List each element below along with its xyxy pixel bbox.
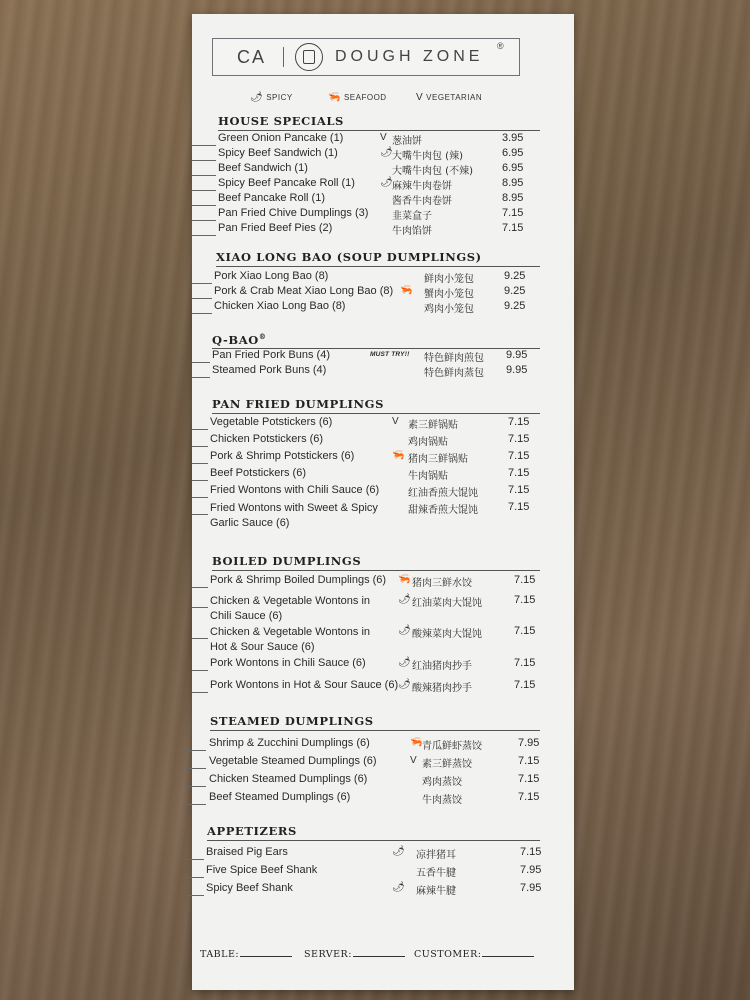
item-chinese-name: 鸡肉锅贴: [408, 437, 448, 448]
item-chinese-name: 红油香煎大馄饨: [408, 488, 478, 499]
quantity-blank[interactable]: [192, 446, 208, 447]
item-price: 8.95: [502, 192, 524, 204]
item-price: 3.95: [502, 132, 524, 144]
quantity-blank[interactable]: [192, 313, 212, 314]
menu-sheet: [192, 14, 574, 990]
item-name: Pan Fried Pork Buns (4): [212, 349, 330, 361]
quantity-blank[interactable]: [192, 587, 208, 588]
quantity-blank[interactable]: [186, 804, 206, 805]
item-name: Vegetable Steamed Dumplings (6): [209, 755, 377, 767]
quantity-blank[interactable]: [184, 877, 204, 878]
quantity-blank[interactable]: [192, 220, 216, 221]
menu-item[interactable]: [192, 285, 574, 300]
item-price: 7.15: [514, 679, 536, 691]
menu-item[interactable]: [192, 416, 574, 431]
item-price: 7.15: [508, 433, 530, 445]
quantity-blank[interactable]: [192, 377, 210, 378]
item-price: 7.15: [518, 773, 540, 785]
item-chinese-name: 特色鲜肉蒸包: [424, 368, 484, 379]
shrimp-icon: 🦐: [392, 450, 405, 461]
menu-item[interactable]: [192, 364, 574, 379]
item-name: Spicy Beef Pancake Roll (1): [218, 177, 355, 189]
chili-icon: 🌶: [380, 177, 393, 188]
server-blank[interactable]: [353, 948, 405, 957]
item-chinese-name: 五香牛腱: [416, 868, 456, 879]
logo-ca-text: CA: [237, 47, 267, 67]
logo-brand-text: DOUGH ZONE: [335, 48, 484, 65]
quantity-blank[interactable]: [184, 859, 204, 860]
item-name: Spicy Beef Shank: [206, 882, 293, 894]
item-name: Pan Fried Chive Dumplings (3): [218, 207, 369, 219]
quantity-blank[interactable]: [186, 786, 206, 787]
item-name: Steamed Pork Buns (4): [212, 364, 327, 376]
item-price: 9.95: [506, 364, 528, 376]
item-name: Braised Pig Ears: [206, 846, 288, 858]
menu-item[interactable]: [192, 574, 574, 589]
chili-icon: 🌶: [250, 92, 264, 103]
item-price: 7.95: [520, 882, 542, 894]
item-chinese-name: 鸡肉蒸饺: [422, 777, 462, 788]
item-chinese-name: 猪肉三鲜水饺: [412, 578, 472, 589]
quantity-blank[interactable]: [192, 190, 216, 191]
item-price: 7.15: [514, 594, 536, 606]
section-title-appetizers: APPETIZERS: [207, 824, 297, 838]
quantity-blank[interactable]: [186, 768, 206, 769]
vegetarian-icon: V: [410, 755, 417, 766]
menu-item[interactable]: [192, 882, 574, 897]
item-name: Pork Xiao Long Bao (8): [214, 270, 329, 282]
item-price: 7.15: [514, 625, 536, 637]
item-chinese-name: 牛肉锅贴: [408, 471, 448, 482]
item-chinese-name: 素三鲜锅贴: [408, 420, 458, 431]
item-chinese-name: 鲜肉小笼包: [424, 274, 474, 285]
item-name: Beef Pancake Roll (1): [218, 192, 325, 204]
item-chinese-name: 牛肉蒸饺: [422, 795, 462, 806]
quantity-blank[interactable]: [192, 362, 210, 363]
section-rule: [216, 266, 540, 267]
quantity-blank[interactable]: [192, 175, 216, 176]
section-title-xlb: XIAO LONG BAO (SOUP DUMPLINGS): [216, 250, 482, 264]
quantity-blank[interactable]: [192, 607, 208, 608]
item-name: Chicken & Vegetable Wontons in Chili Sauce (6): [210, 595, 371, 622]
shrimp-icon: 🦐: [398, 574, 411, 585]
menu-item[interactable]: [192, 147, 574, 162]
menu-item[interactable]: [192, 594, 574, 626]
section-title-house: HOUSE SPECIALS: [218, 114, 344, 128]
item-price: 7.95: [518, 737, 540, 749]
quantity-blank[interactable]: [192, 480, 208, 481]
quantity-blank[interactable]: [192, 145, 216, 146]
item-price: 7.15: [508, 501, 530, 513]
item-name: Chicken & Vegetable Wontons in Hot & Sour Sauce (6): [210, 626, 371, 653]
item-chinese-name: 大嘴牛肉包 (辣): [392, 151, 463, 162]
menu-item[interactable]: [192, 679, 574, 694]
quantity-blank[interactable]: [192, 298, 212, 299]
item-price: 7.15: [508, 450, 530, 462]
seal-icon: [295, 43, 323, 71]
registered-mark: ®: [258, 332, 267, 341]
item-price: 9.25: [504, 300, 526, 312]
quantity-blank[interactable]: [186, 750, 206, 751]
item-price: 7.15: [518, 791, 540, 803]
item-name: Chicken Steamed Dumplings (6): [209, 773, 368, 785]
item-name: Green Onion Pancake (1): [218, 132, 344, 144]
must-try-note: MUST TRY!!: [370, 351, 410, 358]
item-name: Vegetable Potstickers (6): [210, 416, 333, 428]
customer-blank[interactable]: [482, 948, 534, 957]
legend-seafood: 🦐 SEAFOOD: [328, 92, 387, 103]
item-name: Beef Steamed Dumplings (6): [209, 791, 351, 803]
menu-item[interactable]: [192, 349, 574, 364]
item-name: Five Spice Beef Shank: [206, 864, 318, 876]
item-chinese-name: 大嘴牛肉包 (不辣): [392, 166, 473, 177]
section-rule: [207, 840, 540, 841]
quantity-blank[interactable]: [192, 235, 216, 236]
chili-icon: 🌶: [392, 882, 405, 893]
section-rule: [212, 413, 540, 414]
logo-banner: [212, 38, 520, 76]
shrimp-icon: 🦐: [400, 285, 413, 296]
menu-item[interactable]: [192, 625, 574, 657]
item-chinese-name: 素三鲜蒸饺: [422, 759, 472, 770]
item-chinese-name: 红油猪肉抄手: [412, 661, 472, 672]
chili-icon: 🌶: [398, 679, 411, 690]
item-name: Chicken Potstickers (6): [210, 433, 324, 445]
item-name: Beef Sandwich (1): [218, 162, 308, 174]
item-price: 7.15: [502, 207, 524, 219]
item-name: Spicy Beef Sandwich (1): [218, 147, 338, 159]
item-name: Fried Wontons with Chili Sauce (6): [210, 484, 380, 496]
item-chinese-name: 麻辣牛腱: [416, 886, 456, 897]
section-rule: [212, 570, 540, 571]
menu-item[interactable]: [192, 162, 574, 177]
item-name: Pork & Shrimp Potstickers (6): [210, 450, 355, 462]
vegetarian-icon: V: [392, 416, 399, 427]
chili-icon: 🌶: [398, 657, 411, 668]
item-price: 6.95: [502, 147, 524, 159]
vegetarian-icon: V: [416, 92, 424, 103]
item-chinese-name: 蟹肉小笼包: [424, 289, 474, 300]
section-title-qbao: Q-BAO®: [212, 332, 267, 347]
chili-icon: 🌶: [398, 625, 411, 636]
quantity-blank[interactable]: [192, 205, 216, 206]
menu-item[interactable]: [192, 657, 574, 672]
footer-customer: CUSTOMER:: [414, 948, 534, 960]
footer-table: TABLE:: [200, 948, 292, 960]
item-price: 9.25: [504, 270, 526, 282]
menu-item[interactable]: [192, 737, 574, 752]
menu-item[interactable]: [192, 467, 574, 482]
item-price: 7.15: [514, 657, 536, 669]
menu-item[interactable]: [192, 300, 574, 315]
section-title-steamed: STEAMED DUMPLINGS: [210, 714, 374, 728]
item-price: 7.15: [514, 574, 536, 586]
logo-divider: [283, 47, 284, 67]
quantity-blank[interactable]: [184, 895, 204, 896]
item-name: Pork & Crab Meat Xiao Long Bao (8): [214, 285, 394, 297]
menu-item[interactable]: [192, 270, 574, 285]
item-price: 8.95: [502, 177, 524, 189]
chili-icon: 🌶: [392, 846, 405, 857]
item-price: 7.15: [508, 484, 530, 496]
item-chinese-name: 鸡肉小笼包: [424, 304, 474, 315]
item-chinese-name: 牛肉馅饼: [392, 226, 432, 237]
item-price: 7.15: [508, 416, 530, 428]
item-price: 7.95: [520, 864, 542, 876]
quantity-blank[interactable]: [192, 497, 208, 498]
item-name: Chicken Xiao Long Bao (8): [214, 300, 346, 312]
quantity-blank[interactable]: [192, 463, 208, 464]
quantity-blank[interactable]: [192, 638, 208, 639]
menu-item[interactable]: [192, 864, 574, 879]
quantity-blank[interactable]: [192, 283, 212, 284]
quantity-blank[interactable]: [192, 160, 216, 161]
registered-mark: ®: [497, 41, 504, 51]
item-chinese-name: 猪肉三鲜锅贴: [408, 454, 468, 465]
menu-item[interactable]: [192, 207, 574, 222]
item-name: Fried Wontons with Sweet & Spicy Garlic Sauce (6): [210, 502, 378, 529]
menu-item[interactable]: [192, 755, 574, 770]
quantity-blank[interactable]: [192, 692, 208, 693]
item-chinese-name: 酱香牛肉卷饼: [392, 196, 452, 207]
vegetarian-icon: V: [380, 132, 387, 143]
item-chinese-name: 韭菜盒子: [392, 211, 432, 222]
section-title-boiled: BOILED DUMPLINGS: [212, 554, 362, 568]
item-price: 7.15: [502, 222, 524, 234]
legend-vegetarian: V VEGETARIAN: [416, 92, 483, 103]
section-title-panfried: PAN FRIED DUMPLINGS: [212, 397, 384, 411]
menu-item[interactable]: [192, 791, 574, 806]
menu-item[interactable]: [192, 192, 574, 207]
item-chinese-name: 麻辣牛肉卷饼: [392, 181, 452, 192]
quantity-blank[interactable]: [192, 429, 208, 430]
footer-server: SERVER:: [304, 948, 405, 960]
menu-item[interactable]: [192, 450, 574, 465]
shrimp-icon: 🦐: [328, 92, 341, 103]
item-name: Pork & Shrimp Boiled Dumplings (6): [210, 574, 387, 586]
item-chinese-name: 特色鲜肉煎包: [424, 353, 484, 364]
menu-item[interactable]: [192, 484, 574, 499]
item-name: Pan Fried Beef Pies (2): [218, 222, 333, 234]
item-price: 7.15: [520, 846, 542, 858]
item-price: 9.95: [506, 349, 528, 361]
item-chinese-name: 青瓜鲜虾蒸饺: [422, 741, 482, 752]
menu-item[interactable]: [192, 132, 574, 147]
table-blank[interactable]: [240, 948, 292, 957]
item-name: Pork Wontons in Hot & Sour Sauce (6): [210, 679, 399, 691]
item-chinese-name: 葱油饼: [392, 136, 422, 147]
menu-item[interactable]: [192, 501, 574, 533]
item-chinese-name: 酸辣猪肉抄手: [412, 683, 472, 694]
chili-icon: 🌶: [380, 147, 393, 158]
chili-icon: 🌶: [398, 594, 411, 605]
menu-item[interactable]: [192, 846, 574, 861]
item-name: Pork Wontons in Chili Sauce (6): [210, 657, 366, 669]
item-price: 9.25: [504, 285, 526, 297]
quantity-blank[interactable]: [192, 514, 208, 515]
section-rule: [210, 730, 540, 731]
legend-spicy: 🌶 SPICY: [250, 92, 293, 103]
item-name: Shrimp & Zucchini Dumplings (6): [209, 737, 370, 749]
quantity-blank[interactable]: [192, 670, 208, 671]
item-chinese-name: 甜辣香煎大馄饨: [408, 505, 478, 516]
menu-item[interactable]: [192, 177, 574, 192]
item-chinese-name: 酸辣菜肉大馄饨: [412, 629, 482, 640]
item-price: 7.15: [508, 467, 530, 479]
menu-item[interactable]: [192, 773, 574, 788]
item-price: 6.95: [502, 162, 524, 174]
item-price: 7.15: [518, 755, 540, 767]
item-chinese-name: 凉拌猪耳: [416, 850, 456, 861]
menu-item[interactable]: [192, 222, 574, 237]
section-rule: [218, 130, 540, 131]
item-chinese-name: 红油菜肉大馄饨: [412, 598, 482, 609]
shrimp-icon: 🦐: [410, 737, 423, 748]
item-name: Beef Potstickers (6): [210, 467, 306, 479]
menu-item[interactable]: [192, 433, 574, 448]
